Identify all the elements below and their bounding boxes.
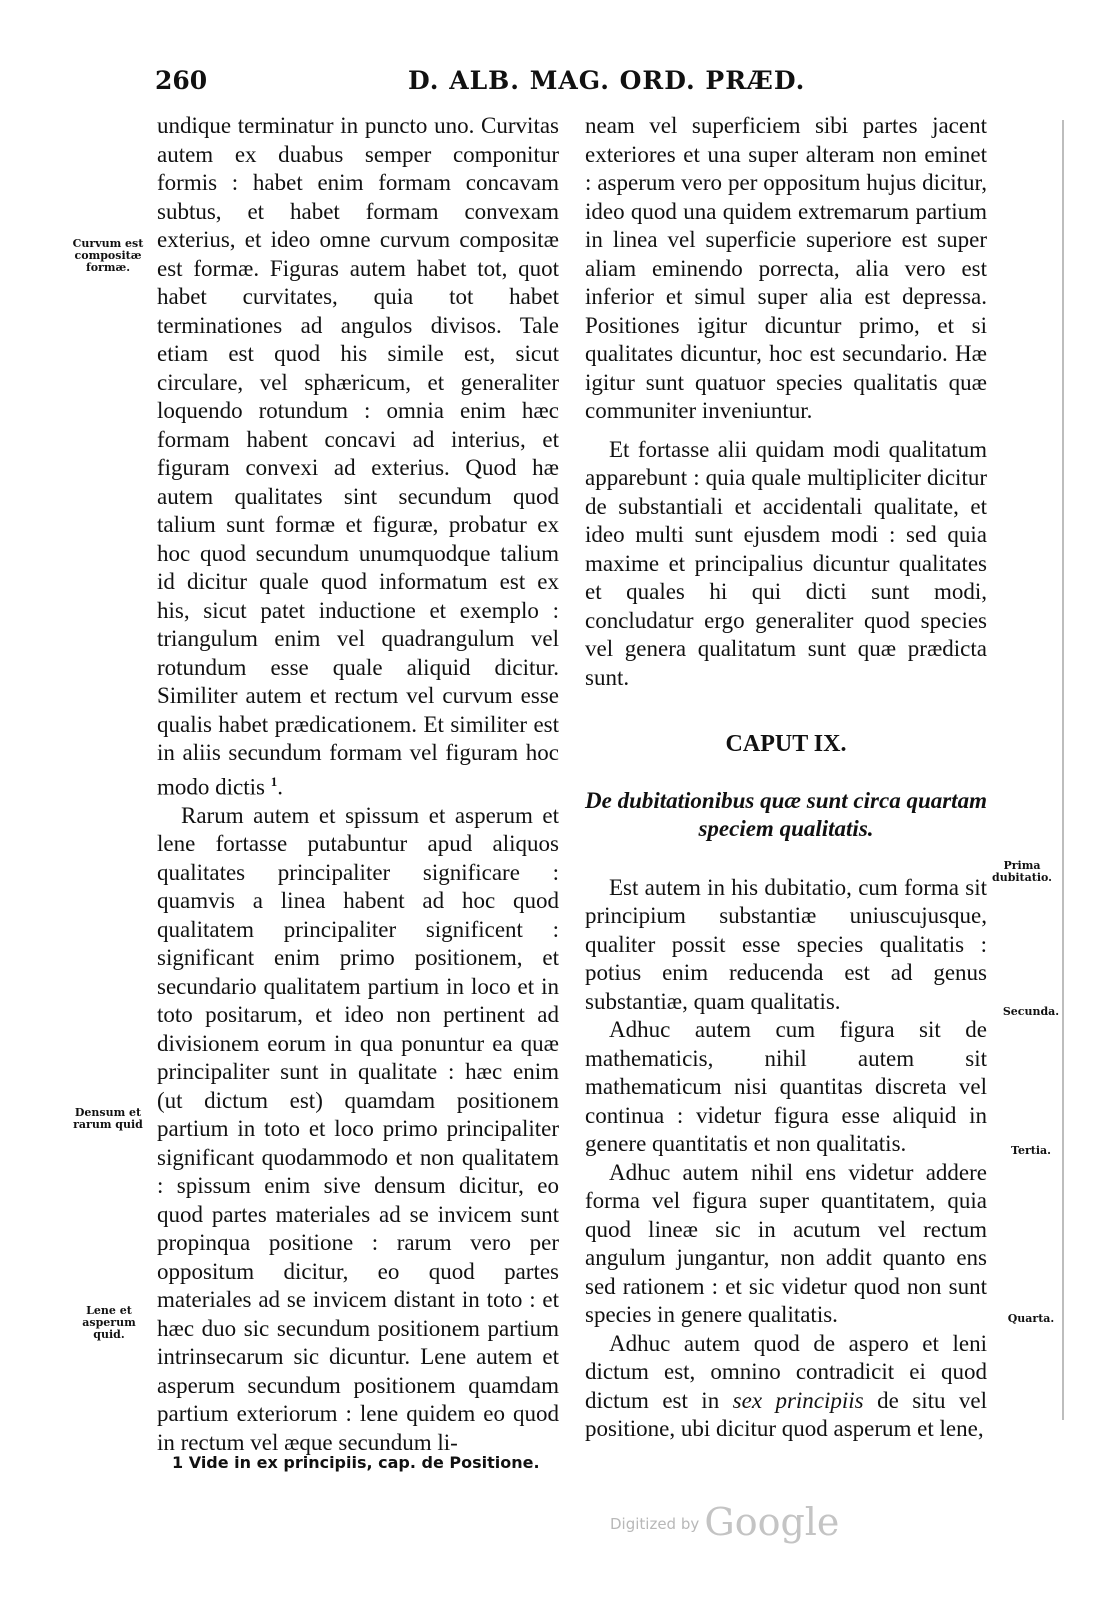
right-paragraph-2: Et fortasse alii quidam modi qualitatum apparebunt : quia quale multipliciter dicitur de substantiali et accidentali qualitate, et ideo multi sunt ejusdem modi : sed quia maxime et principalius dicuntur qualitates et quales hi qui dicti sunt modi, concludatur ergo generaliter quod species vel genera qualitatum sunt quæ prædicta sunt.: [585, 436, 987, 690]
footnote-reference: 1: [270, 773, 278, 789]
margin-note-quarta: Quarta.: [1007, 1312, 1055, 1325]
right-paragraph-5: Adhuc autem nihil ens videtur addere forma vel figura super quantitatem, quia quod lineæ sic in acutum vel rectum angulum jungantur, non addit quanto ens sed rationem : et sic videtur quod non sunt species in genere qualitatis.: [585, 1159, 987, 1327]
page-number: 260: [155, 66, 208, 95]
right-paragraph-3: Est autem in his dubitatio, cum forma sit principium substantiæ uniuscujusque, qualiter possit esse species qualitatis : potius enim reducenda est ad genus substantiæ, quam qualitatis.: [585, 874, 987, 1014]
left-paragraph-1: [157, 112, 559, 802]
margin-note-curvum: Curvum est compositæ formæ.: [72, 237, 144, 274]
left-paragraph-1-text: undique terminatur in puncto uno. Curvitas autem ex duabus semper componitur formis : habet enim formam concavam subtus, et habet formam convexam exterius, et ideo omne curvum compositæ est formæ. Figuras autem habet tot, quot habet curvitates, quia tot habet terminationes ad angulos divisos. Tale etiam est quod his simile est, sicut circulare, vel sphæricum, et generaliter loquendo rotundum : omnia enim hæc formam habent concavi ad interius, et figuram convexi ad exterius. Quod hæ autem qualitates sint secundum quod talium sunt formæ et figuræ, probatur ex hoc quod secundum unumquodque talium id dicitur quale quod informatum est ex his, sicut patet inductione et exemplo : triangulum enim vel quadrangulum vel rotundum esse quale aliquid dicitur. Similiter autem et rectum vel curvum esse qualis habet prædicationem. Et similiter est in aliis secundum formam vel figuram hoc modo dictis: [157, 113, 559, 800]
right-paragraph-4: Adhuc autem cum figura sit de mathematicis, nihil autem sit mathematicum nisi quantitas discreta vel continua : videtur figura esse aliquid in genere quantitatis et non qualitatis.: [585, 1017, 987, 1156]
left-paragraph-1-end: .: [277, 774, 283, 800]
scan-edge-line: [1062, 120, 1064, 1420]
right-paragraph-6: [585, 1330, 987, 1444]
digitized-watermark: [610, 1500, 839, 1544]
margin-note-prima: Prima dubitatio.: [992, 859, 1053, 884]
chapter-heading: CAPUT IX.: [725, 731, 847, 757]
margin-note-tertia: Tertia.: [1011, 1144, 1051, 1157]
footnote-text: Vide in ex principiis, cap. de Positione.: [188, 1453, 540, 1472]
chapter-subtitle: De dubitationibus quæ sunt circa quartam speciem qualitatis.: [585, 787, 987, 841]
margin-note-secunda: Secunda.: [1002, 1005, 1060, 1018]
left-column: [157, 112, 559, 1457]
margin-note-densum: Densum et rarum quid: [73, 1106, 143, 1131]
right-paragraph-1: neam vel superficiem sibi partes jacent exteriores et una super alteram non eminet : asperum vero per oppositum hujus dicitur, ideo quod una quidem extremarum partium in linea vel superficie superiore est super aliam eminendo porrecta, alia vero est inferior et simul super alia est depressa. Positiones igitur dicuntur primo, et si qualitates dicuntur, hoc est secundario. Hæ igitur sunt quatuor species qualitatis quæ communiter inveniuntur.: [585, 113, 987, 423]
right-paragraph-6-end: de situ vel positione, ubi dicitur quod asperum et lene,: [585, 1387, 988, 1441]
left-paragraph-2: Rarum autem et spissum et asperum et lene fortasse putabuntur apud aliquos qualitates principaliter significare : quamvis a linea habent ad hoc quod qualitatem principaliter significent : significant enim primo positionem, et secundario qualitatem partium in loco et in toto positarum, et ideo non pertinent ad divisionem eorum in qua ponuntur ea quæ principaliter sunt in qualitate : hæc enim (ut dictum est) quamdam positionem partium in toto et loco primo principaliter significant quodammodo et non qualitatem : spissum enim sive densum dicitur, eo quod partes materiales ad se invicem sunt propinqua positione : rarum vero per oppositum dicitur, eo quod partes materiales ad se invicem distant in toto : et hæc duo sic secundum positionem partium intrinsecarum sic dicuntur. Lene autem et asperum secundum positionem quamdam partium exteriorum : lene quidem eo quod in rectum vel æque secundum li-: [157, 802, 559, 1455]
right-column: [585, 112, 987, 1444]
watermark-prefix: Digitized by: [610, 1515, 700, 1533]
footnote-mark: 1: [172, 1453, 184, 1472]
footnote: [172, 1453, 540, 1472]
page-header: [0, 66, 1097, 106]
google-logo: Google: [704, 1500, 840, 1544]
right-paragraph-6-italic: sex principiis: [732, 1387, 864, 1413]
right-paragraph-6-start: Adhuc autem quod de aspero et leni dictum est, omnino contradicit ei quod dictum est in: [585, 1330, 987, 1413]
running-title: D. ALB. MAG. ORD. PRÆD.: [408, 66, 806, 95]
margin-note-lene: Lene et asperum quid.: [82, 1304, 136, 1341]
